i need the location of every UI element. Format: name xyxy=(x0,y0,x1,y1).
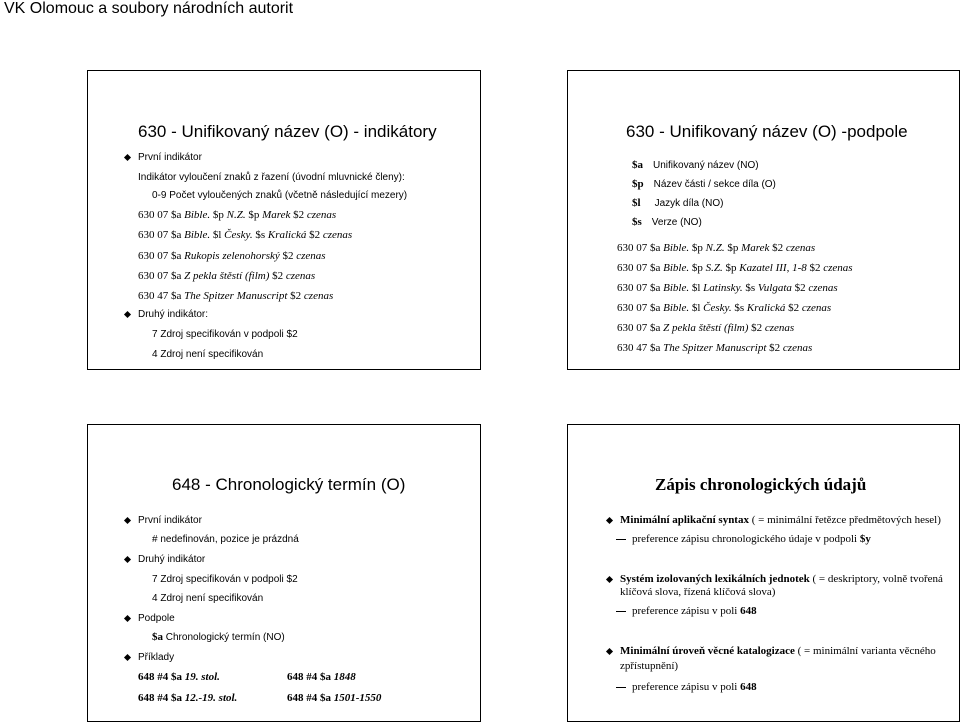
slide-title: 630 - Unifikovaný název (O) - indikátory xyxy=(138,122,437,141)
exclusion-count-text: 0-9 Počet vyloučených znaků (včetně následující mezery) xyxy=(152,190,408,201)
bullet-continuation: klíčová slova, řízená klíčová slova) xyxy=(620,586,776,598)
example-line: 648 #4 $a 19. stol. xyxy=(138,671,220,683)
example-line: 630 07 $a Z pekla štěstí (film) $2 czenas xyxy=(138,270,316,282)
example-line: 630 47 $a The Spitzer Manuscript $2 czenas xyxy=(617,342,813,354)
bullet-second-indicator: Druhý indikátor xyxy=(138,554,206,565)
subfield-row: $l Jazyk díla (NO) xyxy=(632,197,724,209)
source-unspecified-text: 4 Zdroj není specifikován xyxy=(152,593,264,604)
bullet-subfield: Podpole xyxy=(138,613,175,624)
bullet-second-indicator: Druhý indikátor: xyxy=(138,309,209,320)
example-line: 648 #4 $a 1848 xyxy=(287,671,356,683)
example-line: 648 #4 $a 1501-1550 xyxy=(287,692,382,704)
example-line: 630 47 $a The Spitzer Manuscript $2 czenas xyxy=(138,290,334,302)
example-line: 630 07 $a Bible. $p N.Z. $p Marek $2 czenas xyxy=(617,242,816,254)
subfield-row: $a Unifikovaný název (NO) xyxy=(632,159,759,171)
example-line: 630 07 $a Rukopis zelenohorský $2 czenas xyxy=(138,250,326,262)
slide-630-subfields xyxy=(567,70,960,370)
undefined-indicator-text: # nedefinován, pozice je prázdná xyxy=(152,534,299,545)
document-title: VK Olomouc a soubory národních autorit xyxy=(4,0,294,17)
slide-title: 630 - Unifikovaný název (O) -podpole xyxy=(626,122,908,141)
source-specified-text: 7 Zdroj specifikován v podpoli $2 xyxy=(152,574,298,585)
slide-648-chronological-term xyxy=(87,424,481,722)
slide-title: Zápis chronologických údajů xyxy=(655,475,867,494)
example-line: 630 07 $a Bible. $l Česky. $s Kralická $2 czenas xyxy=(138,229,353,241)
subfield-row: $p Název části / sekce díla (O) xyxy=(632,178,776,190)
example-line: 630 07 $a Bible. $l Česky. $s Kralická $2 czenas xyxy=(617,302,832,314)
bullet-first-indicator: První indikátor xyxy=(138,152,202,163)
source-specified-text: 7 Zdroj specifikován v podpoli $2 xyxy=(152,329,298,340)
exclusion-indicator-text: Indikátor vyloučení znaků z řazení (úvodní mluvnické členy): xyxy=(138,172,405,183)
subfield-row: $s Verze (NO) xyxy=(632,216,702,228)
bullet-examples: Příklady xyxy=(138,652,175,663)
dash-preference-y: preference zápisu chronologického údaje v podpoli $y xyxy=(632,533,871,545)
slide-title: 648 - Chronologický termín (O) xyxy=(172,475,406,494)
example-line: 630 07 $a Bible. $p S.Z. $p Kazatel III, 1-8 $2 czenas xyxy=(617,262,853,274)
example-line: 630 07 $a Bible. $l Latinsky. $s Vulgata $2 czenas xyxy=(617,282,838,294)
dash-preference-648: preference zápisu v poli 648 xyxy=(632,681,757,693)
dash-preference-648: preference zápisu v poli 648 xyxy=(632,605,757,617)
bullet-minimal-syntax: Minimální aplikační syntax ( = minimální řetězce předmětových hesel) xyxy=(620,514,941,526)
slide-630-indicators xyxy=(87,70,481,370)
slide-chronological-data-notation xyxy=(567,424,960,722)
source-unspecified-text: 4 Zdroj není specifikován xyxy=(152,349,264,360)
bullet-minimal-level: Minimální úroveň věcné katalogizace ( = minimální varianta věcného xyxy=(620,645,936,657)
example-line: 630 07 $a Bible. $p N.Z. $p Marek $2 czenas xyxy=(138,209,337,221)
example-line: 648 #4 $a 12.-19. stol. xyxy=(138,692,238,704)
bullet-first-indicator: První indikátor xyxy=(138,515,202,526)
subfield-row: $a Chronologický termín (NO) xyxy=(152,631,285,643)
example-line: 630 07 $a Z pekla štěstí (film) $2 czenas xyxy=(617,322,795,334)
bullet-continuation: zpřístupnění) xyxy=(620,660,679,672)
bullet-isolated-units: Systém izolovaných lexikálních jednotek ( = deskriptory, volně tvořená xyxy=(620,573,943,585)
